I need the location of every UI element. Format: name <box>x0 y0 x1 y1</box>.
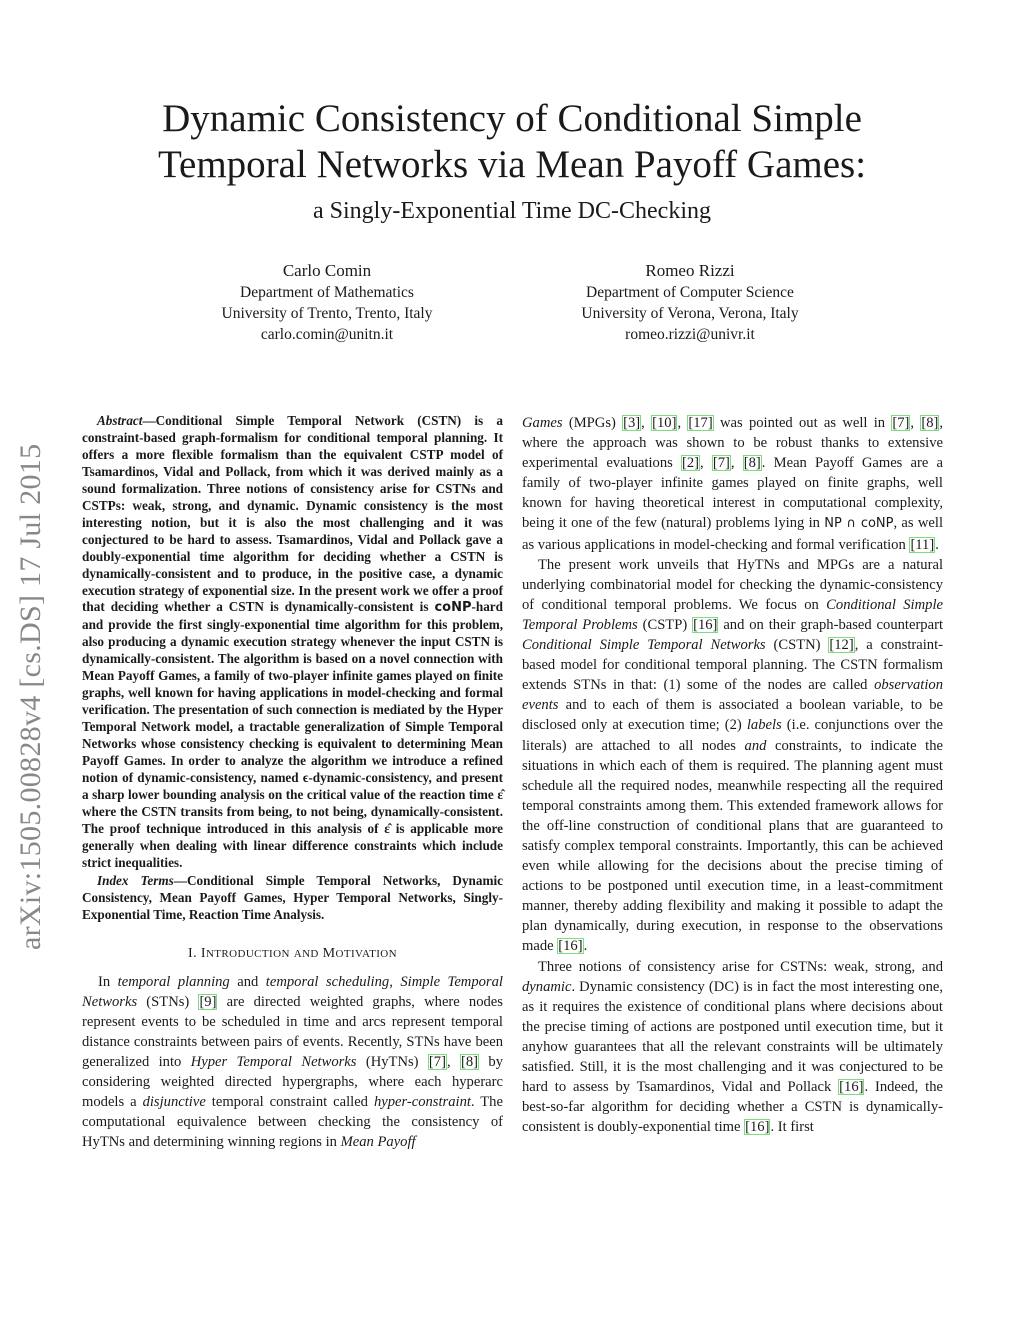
citation-link[interactable]: [10] <box>652 415 677 431</box>
index-terms: Index Terms—Conditional Simple Temporal Networks, Dynamic Consistency, Mean Payoff Games, Hyper Temporal Networks, Singly-Exponential Time, Reaction Time Analysis. <box>82 872 503 922</box>
citation-link[interactable]: [2] <box>682 455 700 472</box>
citation-link[interactable]: [11] <box>910 536 935 553</box>
abstract: Abstract—Conditional Simple Temporal Network (CSTN) is a constraint-based graph-formalism for conditional temporal planning. It offers a more flexible formalism than the equivalent CSTP model of Tsamardinos, Vidal and Pollack, from which it was derived mainly as a sound formalization. Three notions of consistency arise for CSTNs and CSTPs: weak, strong, and dynamic. Dynamic consistency is the most interesting notion, but it is also the most challenging and it was conjectured to be hard to assess. Tsamardinos, Vidal and Pollack gave a doubly-exponential time algorithm for deciding whether a CSTN is dynamically-consistent and to produce, in the positive case, a dynamic execution strategy of exponential size. In the present work we offer a proof that deciding whether a CSTN is dynamically-consistent is coNP-hard and provide the first singly-exponential time algorithm for this problem, also producing a dynamic execution strategy whenever the input CSTN is dynamically-consistent. The algorithm is based on a novel connection with Mean Payoff Games, a family of two-player infinite games played on finite graphs, well known for having applications in model-checking and formal verification. The presentation of such connection is mediated by the Hyper Temporal Network model, a tractable generalization of Simple Temporal Networks whose consistency checking is equivalent to determining Mean Payoff Games. In order to analyze the algorithm we introduce a refined notion of dynamic-consistency, named ϵ-dynamic-consistency, and present a sharp lower bounding analysis on the critical value of the reaction time ε̂ where the CSTN transits from being, to not being, dynamically-consistent. The proof technique introduced in this analysis of ε̂ is applicable more generally when dealing with linear difference constraints which include strict inequalities. <box>82 413 504 870</box>
epsilon-hat-symbol: ε̂ <box>497 786 504 802</box>
citation-link[interactable]: [7] <box>892 415 910 431</box>
body-paragraph: Three notions of consistency arise for CSTNs: weak, strong, and dynamic. Dynamic consistency (DC) is in fact the most interesting one, as it requires the existence of conditional plans where decisions about the precise timing of actions are postponed until execution time, but it anyhow guarantees that all the relevant constraints will be ultimately satisfied. Still, it is the most challenging and it was conjectured to be hard to assess by Tsamardinos, Vidal and Pollack [16]. Indeed, the best-so-far algorithm for deciding whether a CSTN is dynamically-consistent is doubly-exponential time [16]. It first <box>522 958 943 1136</box>
author-department: Department of Computer Science <box>586 284 794 301</box>
citation-link[interactable]: [7] <box>712 455 730 472</box>
author-block-1 <box>157 260 497 345</box>
author-name: Carlo Comin <box>282 261 372 280</box>
abstract-label: Abstract <box>97 413 143 428</box>
author-email[interactable]: romeo.rizzi@univr.it <box>625 326 755 343</box>
arxiv-identifier-stamp: arXiv:1505.00828v4 [cs.DS] 17 Jul 2015 <box>14 443 47 950</box>
complexity-class-conp: coNP <box>434 600 472 616</box>
citation-link[interactable]: [16] <box>558 938 583 955</box>
body-paragraph: The present work unveils that HyTNs and MPGs are a natural underlying combinatorial model for checking the dynamic-consistency of conditional temporal problems. We focus on Conditional Simple Temporal Problems (CSTP) [16] and on their graph-based counterpart Conditional Simple Temporal Networks (CSTN) [12], a constraint-based model for conditional temporal planning. The CSTN formalism extends STNs in that: (1) some of the nodes are called observation events and to each of them is associated a boolean variable, to be disclosed only at execution time; (2) labels (i.e. conjunctions over the literals) are attached to all nodes and constraints, to indicate the situations in which each of them is required. The planning agent must schedule all the required nodes, meanwhile respecting all the required temporal constraints among them. This extended framework allows for the off-line construction of conditional plans that are guaranteed to satisfy complex temporal constraints. Importantly, this can be achieved even while allowing for the decisions about the precise timing of actions to be postponed until execution time, in a least-commitment manner, thereby adding flexibility and making it possible to adapt the plan dynamically, during execution, in response to the observations made [16]. <box>522 556 944 955</box>
index-terms-label: Index Terms <box>97 872 174 888</box>
body-paragraph: Games (MPGs) [3], [10], [17] was pointed out as well in [7], [8], where the approach was shown to be robust thanks to extensive experimental evaluations [2], [7], [8]. Mean Payoff Games are a family of two-player infinite games played on finite graphs, well known for having theoretical interest in computational complexity, being it one of the few (natural) problems lying in NP ∩ coNP, as well as various applications in model-checking and formal verification [11]. <box>522 415 944 553</box>
complexity-class-np-conp: NP ∩ coNP <box>824 516 894 532</box>
epsilon-hat-symbol: ε̂ <box>384 820 390 836</box>
paper-title-line-2: Temporal Networks via Mean Payoff Games: <box>157 143 867 186</box>
citation-link[interactable]: [17] <box>688 415 713 431</box>
citation-link[interactable]: [8] <box>921 415 939 431</box>
citation-link[interactable]: [8] <box>743 455 761 472</box>
author-affiliation: University of Trento, Trento, Italy <box>221 305 433 322</box>
right-column <box>522 413 943 1137</box>
body-paragraph: In temporal planning and temporal scheduling, Simple Temporal Networks (STNs) [9] are directed weighted graphs, where nodes represent events to be scheduled in time and arcs represent temporal distance constraints between pairs of events. Recently, STNs have been generalized into Hyper Temporal Networks (HyTNs) [7], [8] by considering weighted directed hypergraphs, where each hyperarc models a disjunctive temporal constraint called hyper-constraint. The computational equivalence between checking the consistency of HyTNs and determining winning regions in Mean Payoff <box>82 973 503 1151</box>
citation-link[interactable]: [8] <box>460 1054 479 1071</box>
paper-title-line-1: Dynamic Consistency of Conditional Simple <box>162 97 862 140</box>
author-name: Romeo Rizzi <box>645 261 735 280</box>
citation-link[interactable]: [16] <box>839 1079 864 1096</box>
author-block-2 <box>520 260 860 345</box>
citation-link[interactable]: [12] <box>829 637 854 654</box>
citation-link[interactable]: [16] <box>693 616 718 633</box>
left-column <box>82 413 503 1153</box>
author-email[interactable]: carlo.comin@unitn.it <box>260 326 394 343</box>
author-department: Department of Mathematics <box>240 284 414 301</box>
author-affiliation: University of Verona, Verona, Italy <box>581 305 799 322</box>
citation-link[interactable]: [16] <box>745 1119 770 1136</box>
citation-link[interactable]: [9] <box>199 993 217 1010</box>
citation-link[interactable]: [3] <box>623 415 641 431</box>
section-heading: I. INTRODUCTION AND MOTIVATION <box>188 945 397 961</box>
citation-link[interactable]: [7] <box>428 1054 446 1071</box>
paper-subtitle: a Singly-Exponential Time DC-Checking <box>313 198 711 224</box>
epsilon-symbol: ϵ <box>302 770 309 786</box>
